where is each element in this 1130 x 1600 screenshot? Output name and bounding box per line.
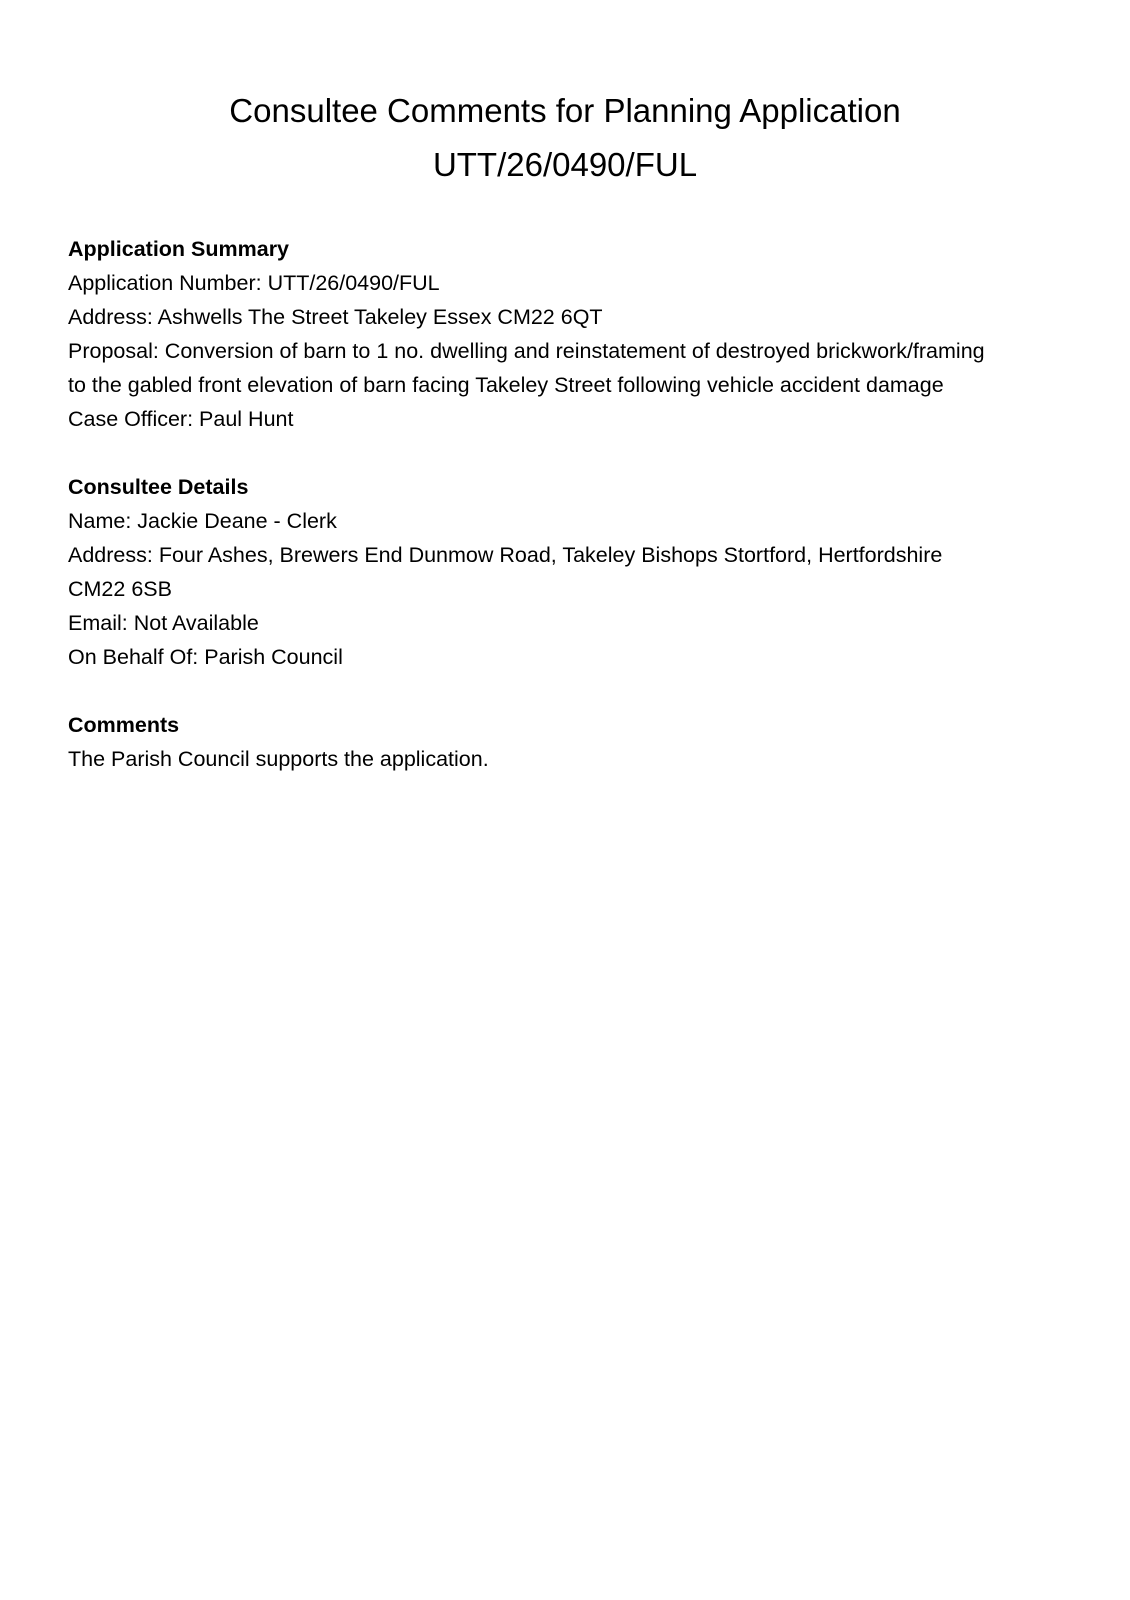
- comments-text: The Parish Council supports the application.: [68, 747, 489, 771]
- proposal-line-2: to the gabled front elevation of barn facing Takeley Street following vehicle accident damage: [68, 373, 944, 397]
- page-title-line-2: UTT/26/0490/FUL: [432, 146, 698, 183]
- consultee-address-line-2: CM22 6SB: [68, 577, 172, 601]
- application-address: Address: Ashwells The Street Takeley Essex CM22 6QT: [68, 305, 603, 329]
- consultee-details-section: [68, 470, 1068, 674]
- application-summary-section: [68, 232, 1068, 436]
- consultee-details-heading: Consultee Details: [68, 475, 249, 499]
- proposal-line-1: Proposal: Conversion of barn to 1 no. dwelling and reinstatement of destroyed brickwork/framing: [68, 339, 985, 363]
- comments-section: [68, 708, 1068, 776]
- consultee-email: Email: Not Available: [68, 611, 259, 635]
- application-number: Application Number: UTT/26/0490/FUL: [68, 271, 440, 295]
- page-title: [0, 84, 1130, 192]
- consultee-name: Name: Jackie Deane - Clerk: [68, 509, 337, 533]
- page-title-line-1: Consultee Comments for Planning Application: [229, 92, 901, 129]
- case-officer: Case Officer: Paul Hunt: [68, 407, 294, 431]
- document-body: [68, 232, 1068, 810]
- application-summary-heading: Application Summary: [68, 237, 290, 261]
- comments-heading: Comments: [68, 713, 180, 737]
- consultee-on-behalf-of: On Behalf Of: Parish Council: [68, 645, 343, 669]
- consultee-address-line-1: Address: Four Ashes, Brewers End Dunmow Road, Takeley Bishops Stortford, Hertfordshire: [68, 543, 943, 567]
